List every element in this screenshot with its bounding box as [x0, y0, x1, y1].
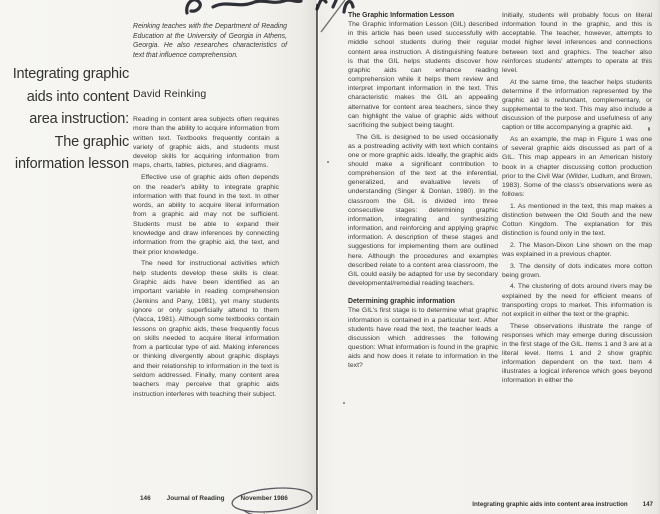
scan-speck: [648, 127, 650, 131]
left-page-text-column: [133, 115, 279, 399]
right-page-footer: [472, 501, 653, 508]
body-paragraph: The need for instructional activities which help students develop these skills is clear. Graphic aids have been identified as an important variable in reading comprehension (Jenkins and Pany, 1981), yet many students ignore or only superficially attend to them (Vacca, 1981). Although some textbooks contain lessons on graphic aids, these frequently focus on skills needed to acquire literal information from a particular type of aid. Making inferences or thinking divergently about graphic displays and their relationship to information in the text is seldom addressed. Finally, many content area teachers may perceive that graphic aids instruction interferes with teaching their subject.: [133, 260, 279, 398]
article-title-line: The graphic: [54, 133, 129, 150]
left-page-footer: [140, 495, 288, 502]
body-paragraph: Effective use of graphic aids often depends on the reader's ability to integrate graphic information with that found in the text. In other words, an ability to acquire literal information from a graphic aid may not be sufficient. Students must be able to expand their knowledge and draw inferences by connecting information from the graphic aid, the text, and their prior knowledge.: [133, 174, 279, 256]
author-bio: Reinking teaches with the Department of Reading Education at the University of Georgia in Athens, Georgia. He also researches characteristics of text that influence comprehension.: [133, 23, 287, 60]
page-edge-divider: [316, 4, 318, 510]
body-paragraph: These observations illustrate the range of responses which may emerge during discussion in the first stage of the GIL. Items 1 and 3 are at a literal level. Items 1 and 2 show graphic information dependent on the text. Item 4 illustrates a logical inference which goes beyond information in either the: [502, 322, 652, 385]
left-page: [0, 0, 317, 514]
article-title-line: Integrating graphic: [12, 66, 129, 82]
page-number-right: 147: [642, 501, 653, 508]
numbered-observation: 2. The Mason-Dixon Line shown on the map was explained in a previous chapter.: [502, 241, 652, 258]
right-page-column-2: [502, 11, 652, 386]
author-name: David Reinking: [133, 88, 207, 100]
section-heading-gil: The Graphic Information Lesson: [348, 12, 455, 19]
article-title-line: aids into content: [26, 88, 129, 105]
journal-name: Journal of Reading: [166, 495, 225, 502]
page-number-left: 146: [140, 495, 151, 502]
body-paragraph: At the same time, the teacher helps students determine if the information represented by the graphic aid is redundant, complementary, or supplemental to the text. This may also include a discussion of the purpose and usefulness of any caption or title accompanying a graphic aid.: [502, 78, 652, 132]
article-title: [2, 63, 129, 176]
section-heading-determining: Determining graphic information: [348, 298, 455, 306]
body-paragraph: Reading in content area subjects often requires more than the ability to acquire information from written text. Textbooks frequently contain a variety of graphic aids, and students must develop skills for acquiring information from maps, charts, tables, pictures, and diagrams.: [133, 116, 279, 170]
running-title: Integrating graphic aids into content area instruction: [472, 501, 628, 508]
issue-date: November 1986: [240, 495, 288, 502]
body-paragraph: As an example, the map in Figure 1 was one of several graphic aids discussed as part of a GIL. This map appears in an American history book in a chapter discussing cotton production prior to the Civil War (Wilder, Ludlum, and Brown, 1983). Some of the class's observations were as follows:: [502, 136, 652, 198]
body-paragraph: The Graphic Information Lesson (GIL) described in this article has been used successfully with middle school students during their regular content area instruction. A distinguishing feature is that the GIL helps students discover how graphic aids can enhance reading comprehension while it helps them review and interpret important information in the text. This characteristic makes the GIL an appealing alternative for content area teachers, since they can highlight the value of graphic aids without sacrificing the subject being taught.: [348, 21, 498, 129]
article-title-line: area instruction:: [29, 111, 129, 127]
body-paragraph: The GIL is designed to be used occasionally as a postreading activity with text which contains one or more graphic aids. Ideally, the graphic aids should make a significant contribution to comprehension of the text at the inferential, generalized, and evaluative levels of understanding (Singer & Donlan, 1980). In the classroom the GIL is divided into three consecutive stages: determining graphic information, integrating and synthesizing information, and reinforcing and applying graphic information. A description of these stages and suggestions for implementing them are outlined here. Although the procedures and examples described relate to a content area classroom, the GIL could easily be adapted for use by secondary developmental/remedial reading teachers.: [348, 133, 498, 288]
right-page-column-1: [348, 11, 498, 370]
article-title-line: information lesson: [14, 156, 129, 172]
scan-speck: [327, 161, 329, 163]
numbered-observation: 1. As mentioned in the text, this map makes a distinction between the Old South and the new Cotton Kingdom. The explanation for this distinction is found only in the text.: [502, 202, 652, 238]
numbered-observation: 3. The density of dots indicates more cotton being grown.: [502, 262, 652, 279]
body-paragraph: Initially, students will probably focus on literal information found in the graphic, and this is acceptable. The teacher, however, attempts to model higher level inferences and connections between text and graphics. The teacher also reinforces students' attempts to operate at this level.: [502, 12, 652, 74]
numbered-observation: 4. The clustering of dots around rivers may be explained by the need for efficient means of transporting crops to market. This information is not explicit in either the text or the graphic.: [502, 283, 652, 318]
body-paragraph: The GIL's first stage is to determine what graphic information is contained in a particular text. After students have read the text, the teacher leads a discussion which addresses the following question: What information is found in the graphic aids and how does it relate to information in the text?: [348, 307, 498, 370]
scan-speck: [343, 402, 345, 404]
